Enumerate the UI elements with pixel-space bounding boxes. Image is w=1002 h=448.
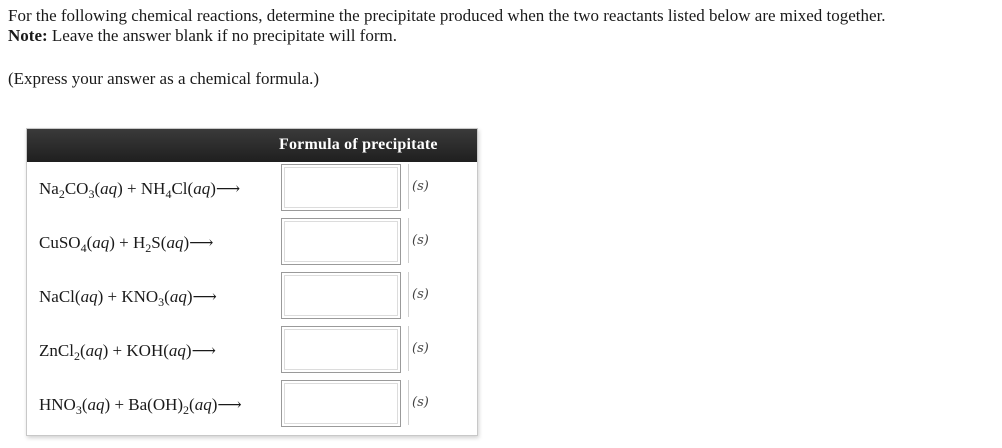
note-line <box>8 26 998 46</box>
answer-input[interactable] <box>281 380 401 427</box>
answer-input-inner[interactable] <box>284 167 398 208</box>
state-label: (s) <box>408 164 474 209</box>
reaction-row <box>27 326 477 380</box>
reaction-equation: CuSO$_4$(aq) + $H_2S(aq)⟶$ <box>39 233 214 255</box>
note-text: Leave the answer blank if no precipitate will form. <box>47 26 397 45</box>
table-header <box>27 129 477 162</box>
answer-input-inner[interactable] <box>284 383 398 424</box>
state-label: (s) <box>408 380 474 425</box>
answer-input-inner[interactable] <box>284 221 398 262</box>
note-label: Note: <box>8 26 48 45</box>
reaction-equation: $Na_2CO_3(aq)$ + $NH_4Cl(aq)⟶$ <box>39 179 241 201</box>
answer-input-inner[interactable] <box>284 329 398 370</box>
reaction-equation: ZnCl$_2$(aq) + KOH(aq)⟶ <box>39 341 216 363</box>
column-header-formula: Formula of precipitate <box>279 136 438 153</box>
state-label: (s) <box>408 326 474 371</box>
reaction-equation: NaCl(aq) + $KNO_3(aq)⟶$ <box>39 287 217 309</box>
reaction-row <box>27 272 477 326</box>
precipitate-table <box>26 128 478 436</box>
reaction-equation: $HNO_3(aq)$ + $Ba(OH)_2(aq)⟶$ <box>39 395 242 417</box>
answer-input[interactable] <box>281 326 401 373</box>
state-label: (s) <box>408 218 474 263</box>
instruction-line: For the following chemical reactions, determine the precipitate produced when the two reactants listed below are mixed together. <box>8 6 886 25</box>
answer-input[interactable] <box>281 272 401 319</box>
answer-input[interactable] <box>281 218 401 265</box>
express-instruction: (Express your answer as a chemical formula.) <box>8 69 320 88</box>
answer-input-inner[interactable] <box>284 275 398 316</box>
state-label: (s) <box>408 272 474 317</box>
reaction-row <box>27 380 477 434</box>
reaction-row <box>27 164 477 218</box>
answer-input[interactable] <box>281 164 401 211</box>
instructions <box>8 6 998 46</box>
reaction-row <box>27 218 477 272</box>
